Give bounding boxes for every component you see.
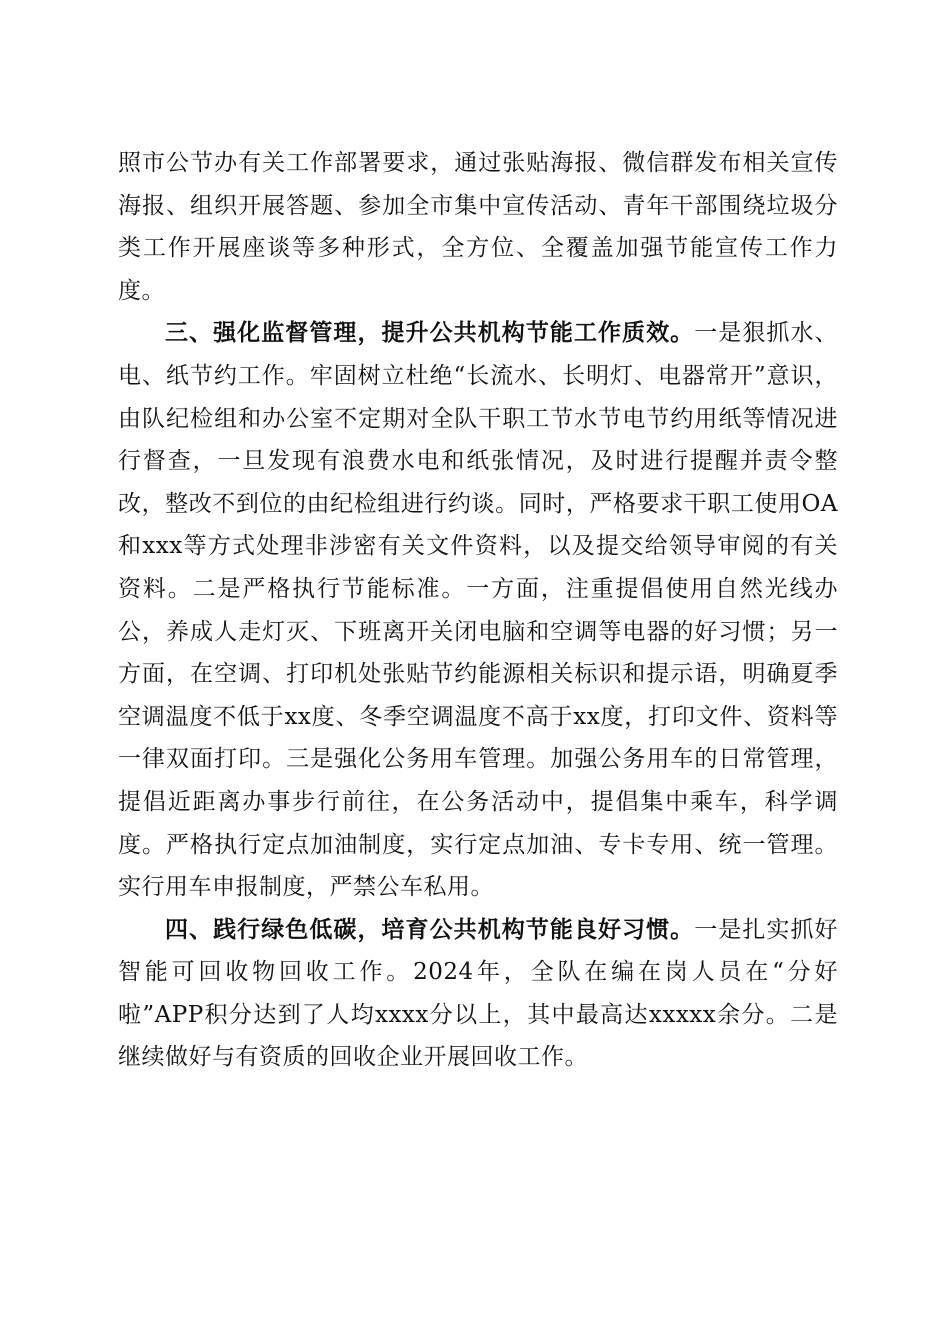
paragraph-green-low-carbon <box>118 909 838 1079</box>
paragraph-text: 照市公节办有关工作部署要求，通过张贴海报、微信群发布相关宣传海报、组织开展答题、参加全市集中宣传活动、青年干部围绕垃圾分类工作开展座谈等多种形式，全方位、全覆盖加强节能宣传工作力度。 <box>118 150 838 304</box>
paragraph-text: 一是扎实抓好智能可回收物回收工作。2024年，全队在编在岗人员在“分好啦”APP积分达到了人均xxxx分以上，其中最高达xxxxx余分。二是继续做好与有资质的回收企业开展回收工作。 <box>118 916 839 1071</box>
section-heading-three: 三、强化监督管理，提升公共机构节能工作质效。 <box>165 320 695 347</box>
paragraph-publicity-continued <box>118 142 838 312</box>
paragraph-text: 一是狠抓水、电、纸节约工作。牢固树立杜绝“长流水、长明灯、电器常开”意识，由队纪检组和办公室不定期对全队干职工节水节电节约用纸等情况进行督查，一旦发现有浪费水电和纸张情况，及时进行提醒并责令整改，整改不到位的由纪检组进行约谈。同时，严格要求干职工使用OA和xxx等方式处理非涉密有关文件资料，以及提交给领导审阅的有关资料。二是严格执行节能标准。一方面，注重提倡使用自然光线办公，养成人走灯灭、下班离开关闭电脑和空调等电器的好习惯；另一方面，在空调、打印机处张贴节约能源相关标识和提示语，明确夏季空调温度不低于xx度、冬季空调温度不高于xx度，打印文件、资料等一律双面打印。三是强化公务用车管理。加强公务用车的日常管理，提倡近距离办事步行前往，在公务活动中，提倡集中乘车，科学调度。严格执行定点加油制度，实行定点加油、专卡专用、统一管理。实行用车申报制度，严禁公车私用。 <box>118 320 839 901</box>
paragraph-supervision <box>118 312 838 908</box>
document-page <box>118 142 838 1079</box>
section-heading-four: 四、践行绿色低碳，培育公共机构节能良好习惯。 <box>165 916 695 943</box>
